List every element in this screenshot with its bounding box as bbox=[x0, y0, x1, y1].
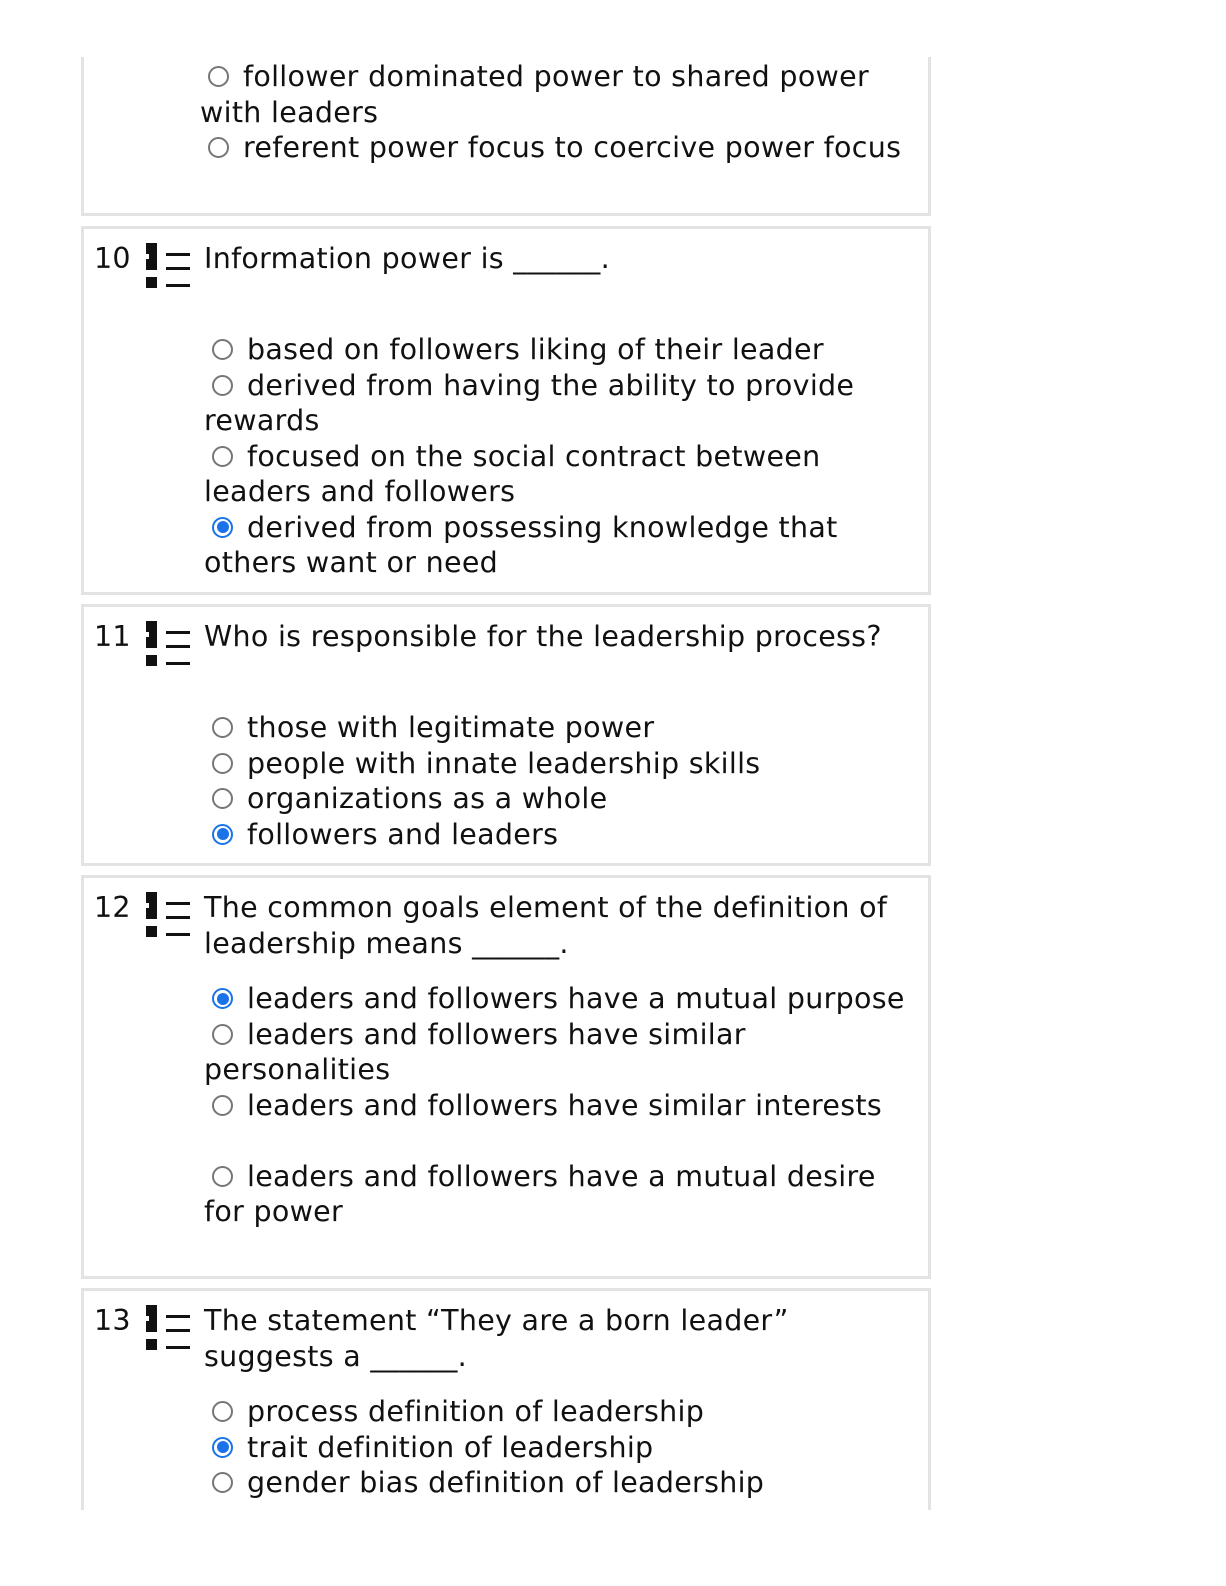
answer-option[interactable]: derived from having the ability to provide rewards bbox=[204, 368, 855, 437]
answer-options bbox=[204, 332, 916, 581]
answer-options bbox=[200, 59, 916, 166]
question-text: The common goals element of the definition of leadership means ______. bbox=[204, 891, 888, 960]
answer-option[interactable]: follower dominated power to shared power with leaders bbox=[200, 60, 870, 129]
radio-button[interactable] bbox=[212, 1437, 233, 1458]
answer-option[interactable]: those with legitimate power bbox=[204, 710, 916, 746]
radio-button[interactable] bbox=[212, 1024, 233, 1045]
radio-button[interactable] bbox=[212, 1472, 233, 1493]
radio-button[interactable] bbox=[212, 1166, 233, 1187]
answer-option[interactable]: referent power focus to coercive power focus bbox=[200, 130, 916, 166]
radio-button[interactable] bbox=[212, 717, 233, 738]
radio-button[interactable] bbox=[212, 446, 233, 467]
radio-button[interactable] bbox=[208, 66, 229, 87]
answer-option[interactable]: based on followers liking of their leader bbox=[204, 332, 916, 368]
answer-option[interactable]: leaders and followers have similar interests bbox=[204, 1088, 916, 1124]
radio-button[interactable] bbox=[212, 824, 233, 845]
radio-button[interactable] bbox=[212, 375, 233, 396]
radio-button[interactable] bbox=[212, 1095, 233, 1116]
answer-option[interactable]: leaders and followers have a mutual desire for power bbox=[204, 1159, 876, 1228]
radio-button[interactable] bbox=[212, 1401, 233, 1422]
question-card bbox=[81, 604, 931, 866]
question-number: 11 bbox=[94, 620, 131, 653]
answer-options bbox=[204, 981, 916, 1230]
radio-button[interactable] bbox=[212, 339, 233, 360]
question-card bbox=[81, 226, 931, 595]
multiple-choice-list-icon bbox=[146, 1303, 194, 1359]
answer-option[interactable]: focused on the social contract between leaders and followers bbox=[204, 439, 821, 508]
answer-option[interactable]: organizations as a whole bbox=[204, 781, 916, 817]
multiple-choice-list-icon bbox=[146, 619, 194, 675]
question-number: 10 bbox=[94, 242, 131, 275]
question-text: Information power is ______. bbox=[204, 242, 610, 275]
answer-option[interactable]: derived from possessing knowledge that others want or need bbox=[204, 510, 838, 579]
radio-button[interactable] bbox=[208, 137, 229, 158]
question-number: 12 bbox=[94, 891, 131, 924]
radio-button[interactable] bbox=[212, 517, 233, 538]
radio-button[interactable] bbox=[212, 788, 233, 809]
answer-option[interactable]: followers and leaders bbox=[204, 817, 916, 853]
answer-option[interactable]: leaders and followers have a mutual purpose bbox=[204, 981, 916, 1017]
answer-option[interactable]: gender bias definition of leadership bbox=[204, 1465, 916, 1501]
question-text: The statement “They are a born leader” suggests a ______. bbox=[204, 1304, 789, 1373]
answer-options bbox=[204, 1394, 916, 1501]
answer-option[interactable]: trait definition of leadership bbox=[204, 1430, 916, 1466]
question-number: 13 bbox=[94, 1304, 131, 1337]
radio-button[interactable] bbox=[212, 988, 233, 1009]
answer-option[interactable]: leaders and followers have similar personalities bbox=[204, 1017, 746, 1086]
answer-options bbox=[204, 710, 916, 852]
question-card bbox=[81, 875, 931, 1279]
multiple-choice-list-icon bbox=[146, 241, 194, 297]
question-text: Who is responsible for the leadership process? bbox=[204, 620, 882, 653]
radio-button[interactable] bbox=[212, 753, 233, 774]
answer-option[interactable]: process definition of leadership bbox=[204, 1394, 916, 1430]
multiple-choice-list-icon bbox=[146, 890, 194, 946]
answer-option[interactable]: people with innate leadership skills bbox=[204, 746, 916, 782]
question-card-partial bbox=[81, 57, 931, 216]
question-card bbox=[81, 1288, 931, 1510]
